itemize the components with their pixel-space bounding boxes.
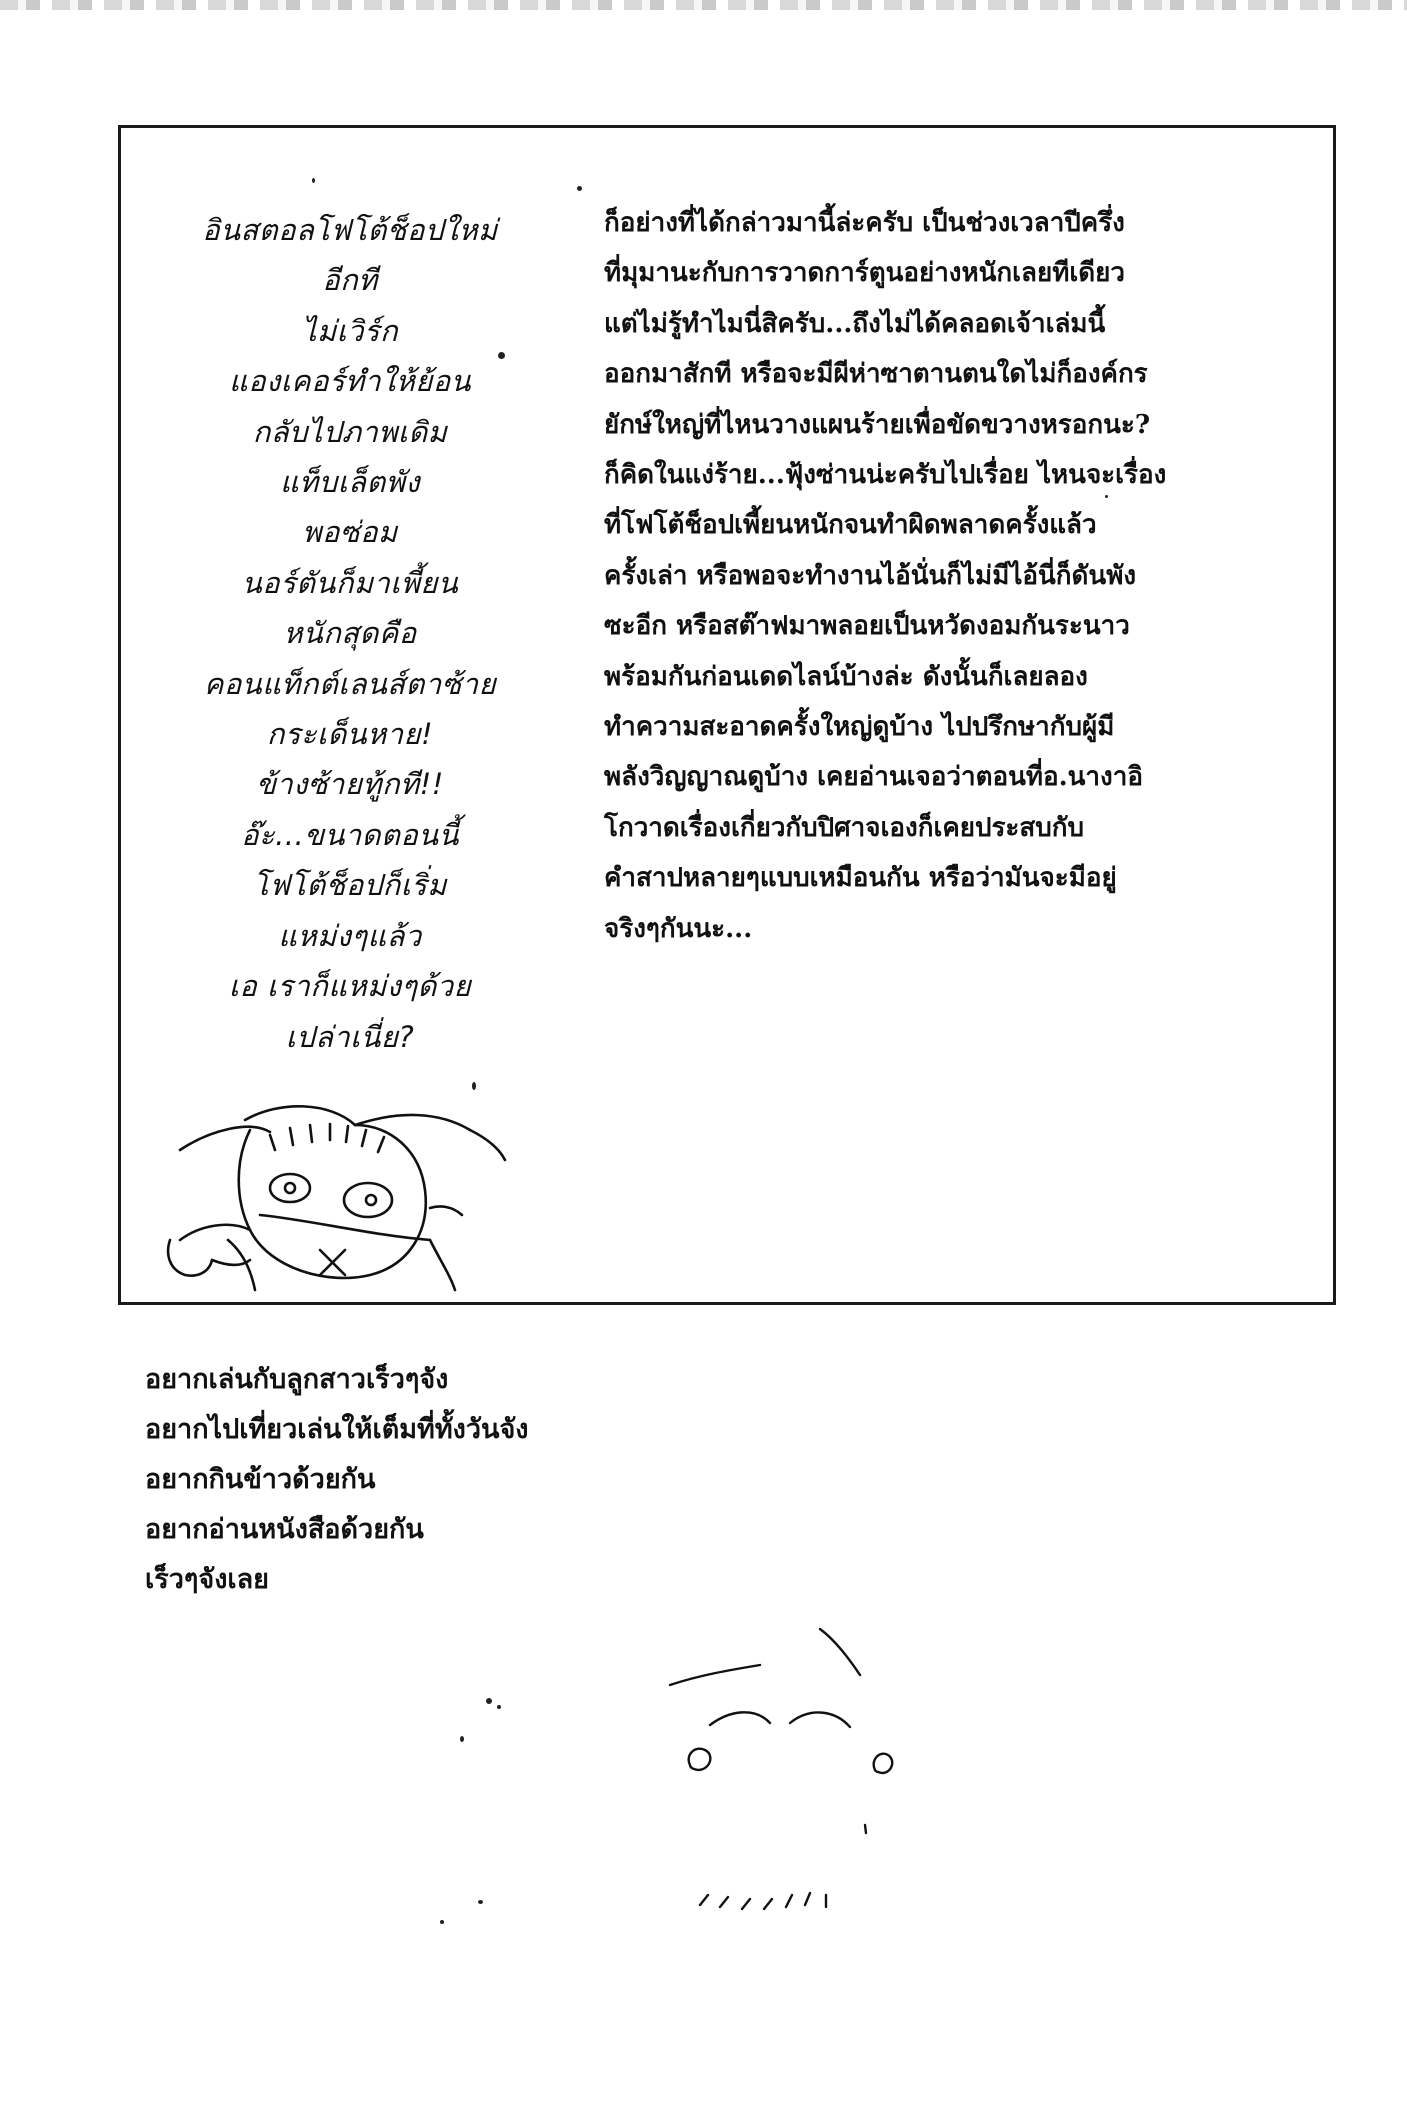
right-line: ที่มุมานะกับการวาดการ์ตูนอย่างหนักเลยทีเดียว [604,258,1125,289]
right-line: ออกมาสักที หรือจะมีผีห่าซาตานตนใดไม่ก็องค์กร [604,359,1148,390]
left-line: คอนแท็กต์เลนส์ตาซ้าย [203,666,497,701]
scan-speck [478,1900,483,1904]
scan-speck [498,352,505,359]
bottom-line: อยากกินข้าวด้วยกัน [145,1464,376,1495]
scan-speck [472,1082,476,1090]
left-line: เปล่าเนี่ย? [285,1019,415,1054]
right-line: ทำความสะอาดครั้งใหญ่ดูบ้าง ไปปรึกษากับผู้มี [604,712,1115,743]
right-line: โกวาดเรื่องเกี่ยวกับปิศาจเองก็เคยประสบกับ [604,812,1085,843]
scan-speck [486,1698,492,1704]
crying-face-sketch [660,1615,920,1925]
left-line: แท็บเล็ตพัง [279,465,420,500]
left-line: โฟโต้ช็อปก็เริ่ม [253,868,447,903]
left-line: อินสตอลโฟโต้ช็อปใหม่ [202,213,498,247]
left-line: แหม่งๆแล้ว [278,918,422,953]
right-line: พร้อมกันก่อนเดดไลน์บ้างล่ะ ดังนั้นก็เลยลอง [604,661,1088,692]
left-line: กลับไปภาพเดิม [252,414,448,449]
left-line: อ๊ะ...ขนาดตอนนี้ [241,817,459,852]
left-line: ข้างซ้ายทู้กที!! [256,767,444,802]
right-line: แต่ไม่รู้ทำไมนี่สิครับ...ถึงไม่ได้คลอดเจ้าเล่มนี้ [604,308,1106,339]
scan-speck [577,186,582,191]
left-line: กระเด็นหาย! [266,717,434,752]
ninja-doodle-illustration [140,1090,520,1305]
right-line: ที่โฟโต้ช็อปเพี้ยนหนักจนทำผิดพลาดครั้งแล้ว [604,510,1097,541]
bottom-line: อยากไปเที่ยวเล่นให้เต็มที่ทั้งวันจัง [145,1414,529,1445]
right-line: ก็อย่างที่ได้กล่าวมานี้ล่ะครับ เป็นช่วงเวลาปีครึ่ง [604,208,1125,238]
scan-speck [460,1736,464,1742]
left-line: ไม่เวิร์ก [301,313,399,348]
right-line: คำสาปหลายๆแบบเหมือนกัน หรือว่ามันจะมีอยู่ [604,863,1117,894]
scan-speck [312,178,315,183]
left-line: พอซ่อม [302,515,398,550]
bottom-line: อยากเล่นกับลูกสาวเร็วๆจัง [145,1364,449,1395]
scan-speck [497,1705,501,1709]
left-line: แองเคอร์ทำให้ย้อน [229,364,471,399]
right-text-column [604,198,1304,954]
right-line: ซะอีก หรือสต๊าฟมาพลอยเป็นหวัดงอมกันระนาว [604,611,1130,642]
left-line: หนักสุดคือ [283,616,417,651]
right-line: ครั้งเล่า หรือพอจะทำงานไอ้นั่นก็ไม่มีไอ้นี่ก็ดันพัง [604,560,1137,591]
scan-top-edge [0,0,1407,10]
left-line: นอร์ตันก็มาเพี้ยน [241,565,459,600]
right-line: พลังวิญญาณดูบ้าง เคยอ่านเจอว่าตอนที่อ.นางาอิ [604,762,1143,793]
scan-speck [1105,495,1108,498]
right-line: ยักษ์ใหญ่ที่ไหนวางแผนร้ายเพื่อขัดขวางหรอกนะ? [604,409,1151,440]
left-line: เอ เราก็แหม่งๆด้วย [228,969,472,1004]
bottom-line: อยากอ่านหนังสือด้วยกัน [145,1514,424,1545]
left-line: อีกที [322,263,378,298]
right-line: ก็คิดในแง่ร้าย...ฟุ้งซ่านน่ะครับไปเรื่อย ไหนจะเรื่อง [604,460,1167,491]
bottom-wish-text [145,1355,845,1605]
bottom-line: เร็วๆจังเลย [145,1564,269,1595]
right-line: จริงๆกันนะ... [604,913,753,944]
left-handwritten-column [150,205,550,1062]
scan-speck [440,1920,444,1924]
